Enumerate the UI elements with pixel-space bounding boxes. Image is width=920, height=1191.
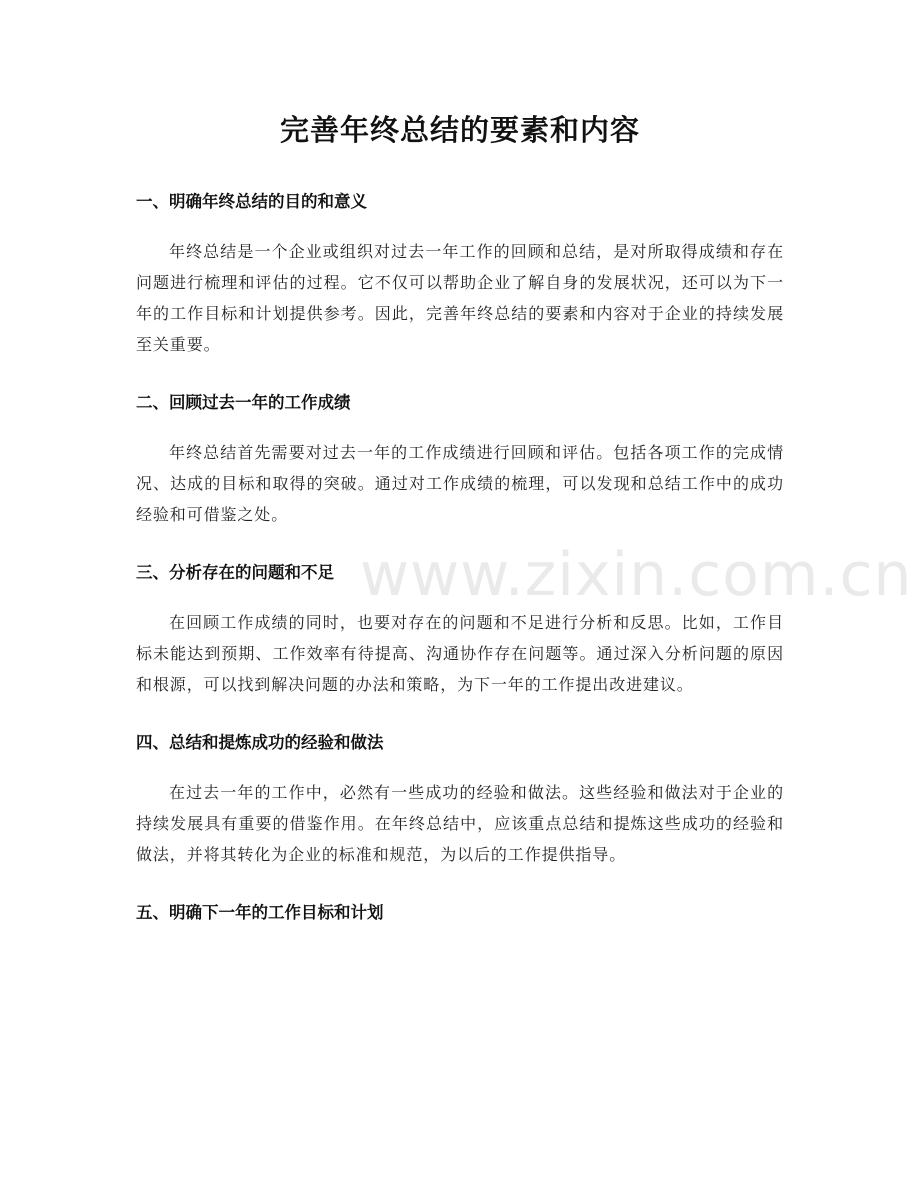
- section-body-1: 年终总结是一个企业或组织对过去一年工作的回顾和总结，是对所取得成绩和存在问题进行梳理和评估的过程。它不仅可以帮助企业了解自身的发展状况，还可以为下一年的工作目标和计划提供参考。因此，完善年终总结的要素和内容对于企业的持续发展至关重要。: [136, 242, 784, 354]
- section-heading-2: 二、回顾过去一年的工作成绩: [136, 393, 351, 412]
- section-body-3: 在回顾工作成绩的同时，也要对存在的问题和不足进行分析和反思。比如，工作目标未能达到预期、工作效率有待提高、沟通协作存在问题等。通过深入分析问题的原因和根源，可以找到解决问题的办法和策略，为下一年的工作提出改进建议。: [136, 613, 784, 694]
- section-heading-4: 四、总结和提炼成功的经验和做法: [136, 733, 384, 752]
- document-content: [136, 186, 784, 929]
- section-body-2: 年终总结首先需要对过去一年的工作成绩进行回顾和评估。包括各项工作的完成情况、达成的目标和取得的突破。通过对工作成绩的梳理，可以发现和总结工作中的成功经验和可借鉴之处。: [136, 443, 784, 524]
- section-heading-5: 五、明确下一年的工作目标和计划: [136, 903, 384, 922]
- section-heading-1: 一、明确年终总结的目的和意义: [136, 192, 367, 211]
- section-heading-3: 三、分析存在的问题和不足: [136, 563, 334, 582]
- watermark: www.zixin.com.cn: [360, 540, 913, 610]
- section-body-4: 在过去一年的工作中，必然有一些成功的经验和做法。这些经验和做法对于企业的持续发展具有重要的借鉴作用。在年终总结中，应该重点总结和提炼这些成功的经验和做法，并将其转化为企业的标准和规范，为以后的工作提供指导。: [136, 783, 784, 864]
- page-title: 完善年终总结的要素和内容: [279, 113, 640, 147]
